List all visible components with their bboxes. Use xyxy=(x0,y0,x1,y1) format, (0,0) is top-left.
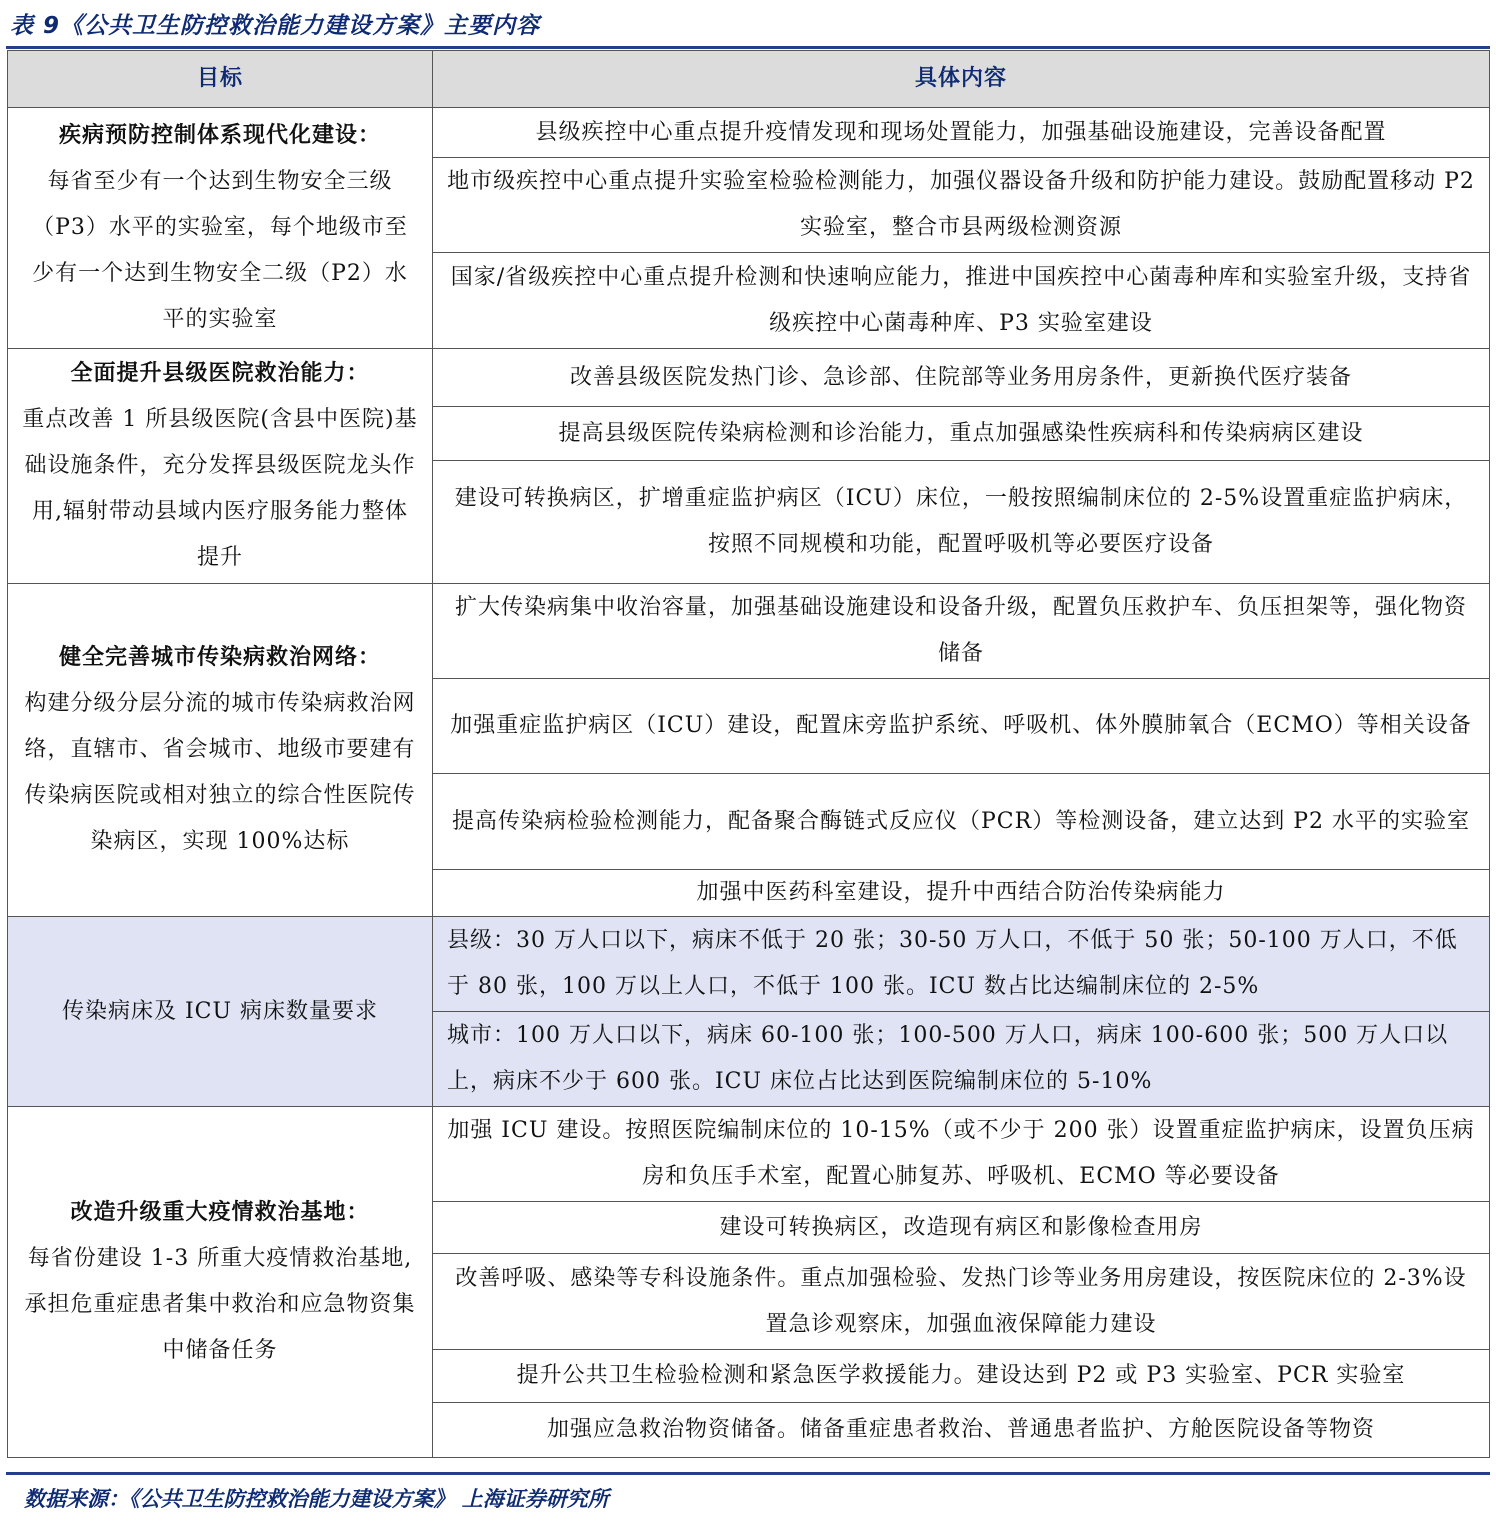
goal-heading: 改造升级重大疫情救治基地： xyxy=(70,1200,370,1225)
bottom-rule xyxy=(6,1472,1490,1475)
table-row xyxy=(8,108,1490,158)
header-row xyxy=(8,51,1490,108)
goal-cell xyxy=(8,584,433,917)
content-cell: 提高县级医院传染病检测和诊治能力，重点加强感染性疾病科和传染病病区建设 xyxy=(433,407,1490,461)
goal-heading: 疾病预防控制体系现代化建设： xyxy=(58,123,381,148)
goal-description: 每省至少有一个达到生物安全三级（P3）水平的实验室，每个地级市至少有一个达到生物安全二级（P2）水平的实验室 xyxy=(32,169,408,332)
content-cell: 县级：30 万人口以下，病床不低于 20 张；30-50 万人口，不低于 50 张；50-100 万人口，不低于 80 张，100 万以上人口，不低于 100 张。ICU 数占比达编制床位的 2-5% xyxy=(433,917,1490,1012)
table-row xyxy=(8,349,1490,407)
content-cell: 提升公共卫生检验检测和紧急医学救援能力。建设达到 P2 或 P3 实验室、PCR 实验室 xyxy=(433,1350,1490,1403)
goal-cell xyxy=(8,917,433,1107)
table-row xyxy=(8,584,1490,679)
table-title: 表 9《公共卫生防控救治能力建设方案》主要内容 xyxy=(10,13,541,39)
content-cell: 加强应急救治物资储备。储备重症患者救治、普通患者监护、方舱医院设备等物资 xyxy=(433,1403,1490,1458)
content-cell: 加强中医药科室建设，提升中西结合防治传染病能力 xyxy=(433,870,1490,917)
goal-heading: 健全完善城市传染病救治网络： xyxy=(58,645,381,670)
content-cell: 建设可转换病区，扩增重症监护病区（ICU）床位，一般按照编制床位的 2-5%设置重症监护病床，按照不同规模和功能，配置呼吸机等必要医疗设备 xyxy=(433,461,1490,584)
goal-description: 重点改善 1 所县级医院(含县中医院)基础设施条件，充分发挥县级医院龙头作用,辐射带动县域内医疗服务能力整体提升 xyxy=(22,407,418,570)
goal-heading: 全面提升县级医院救治能力： xyxy=(70,361,370,386)
content-cell: 建设可转换病区，改造现有病区和影像检查用房 xyxy=(433,1202,1490,1254)
content-cell: 地市级疾控中心重点提升实验室检验检测能力，加强仪器设备升级和防护能力建设。鼓励配置移动 P2 实验室，整合市县两级检测资源 xyxy=(433,158,1490,253)
goal-description: 构建分级分层分流的城市传染病救治网络，直辖市、省会城市、地级市要建有传染病医院或相对独立的综合性医院传染病区，实现 100%达标 xyxy=(24,691,416,854)
goal-description: 传染病床及 ICU 病床数量要求 xyxy=(61,998,379,1024)
content-cell: 加强 ICU 建设。按照医院编制床位的 10-15%（或不少于 200 张）设置重症监护病床，设置负压病房和负压手术室，配置心肺复苏、呼吸机、ECMO 等必要设备 xyxy=(433,1107,1490,1202)
goal-cell xyxy=(8,349,433,584)
top-rule xyxy=(6,46,1490,49)
table-row xyxy=(8,1107,1490,1202)
goal-description: 每省份建设 1-3 所重大疫情救治基地,承担危重症患者集中救治和应急物资集中储备任务 xyxy=(24,1246,416,1363)
content-cell: 国家/省级疾控中心重点提升检测和快速响应能力，推进中国疾控中心菌毒种库和实验室升级，支持省级疾控中心菌毒种库、P3 实验室建设 xyxy=(433,253,1490,349)
content-cell: 扩大传染病集中收治容量，加强基础设施建设和设备升级，配置负压救护车、负压担架等，强化物资储备 xyxy=(433,584,1490,679)
table-row xyxy=(8,917,1490,1012)
goal-cell xyxy=(8,108,433,349)
content-cell: 改善县级医院发热门诊、急诊部、住院部等业务用房条件，更新换代医疗装备 xyxy=(433,349,1490,407)
content-cell: 提高传染病检验检测能力，配备聚合酶链式反应仪（PCR）等检测设备，建立达到 P2 水平的实验室 xyxy=(433,774,1490,870)
header-goal: 目标 xyxy=(8,51,433,108)
content-cell: 加强重症监护病区（ICU）建设，配置床旁监护系统、呼吸机、体外膜肺氧合（ECMO）等相关设备 xyxy=(433,679,1490,774)
content-cell: 城市：100 万人口以下，病床 60-100 张；100-500 万人口，病床 100-600 张；500 万人口以上，病床不少于 600 张。ICU 床位占比达到医院编制床位的 5-10% xyxy=(433,1012,1490,1107)
content-cell: 改善呼吸、感染等专科设施条件。重点加强检验、发热门诊等业务用房建设，按医院床位的 2-3%设置急诊观察床，加强血液保障能力建设 xyxy=(433,1254,1490,1350)
source-note: 数据来源：《公共卫生防控救治能力建设方案》 上海证券研究所 xyxy=(24,1487,609,1511)
content-table xyxy=(7,50,1490,1458)
content-cell: 县级疾控中心重点提升疫情发现和现场处置能力，加强基础设施建设，完善设备配置 xyxy=(433,108,1490,158)
header-content: 具体内容 xyxy=(433,51,1490,108)
goal-cell xyxy=(8,1107,433,1458)
